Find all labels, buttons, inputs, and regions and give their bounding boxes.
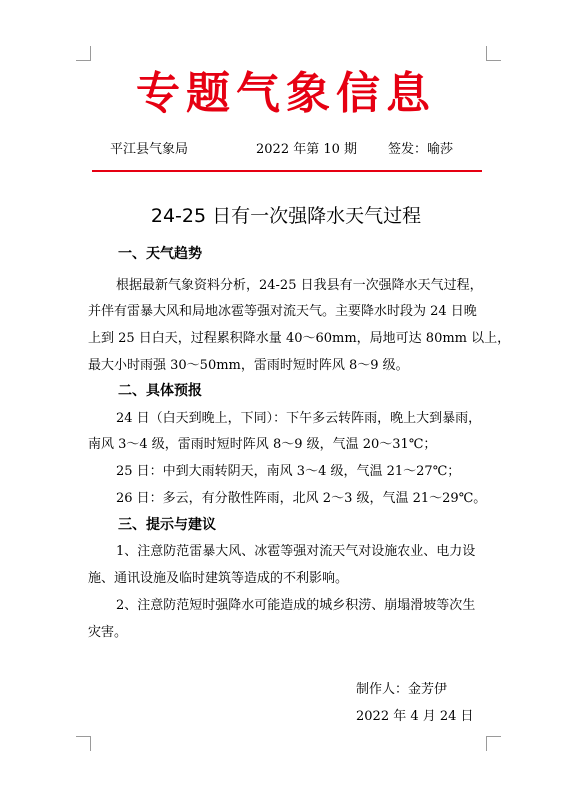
author-line: 制作人：金芳伊: [356, 682, 448, 697]
document-title: 24-25 日有一次强降水天气过程: [150, 205, 422, 227]
crop-mark-bottom-right: [486, 736, 501, 751]
masthead-title: 专题气象信息: [136, 68, 436, 119]
paragraph-line: 24 日（白天到晚上，下同）：下午多云转阵雨，晚上大到暴雨，: [116, 411, 482, 426]
paragraph-line: 最大小时雨强 30～50mm，雷雨时短时阵风 8～9 级。: [88, 358, 409, 373]
paragraph-line: 根据最新气象资料分析，24-25 日我县有一次强降水天气过程，: [116, 278, 483, 293]
paragraph-line: 上到 25 日白天，过程累积降水量 40～60mm，局地可达 80mm 以上，: [88, 331, 511, 346]
date-line: 2022 年 4 月 24 日: [356, 709, 474, 724]
issuing-organization: 平江县气象局: [110, 142, 189, 157]
section-heading-advice: 三、提示与建议: [118, 517, 216, 533]
red-divider-rule: [92, 170, 482, 172]
crop-mark-bottom-left: [76, 736, 91, 751]
signer: 签发：喻莎: [388, 142, 454, 157]
paragraph-line: 并伴有雷暴大风和局地冰雹等强对流天气。主要降水时段为 24 日晚: [88, 304, 477, 319]
paragraph-line: 南风 3～4 级，雷雨时短时阵风 8～9 级，气温 20～31℃；: [88, 437, 437, 452]
section-heading-trend: 一、天气趋势: [118, 246, 202, 262]
issue-number: 2022 年第 10 期: [256, 142, 358, 157]
paragraph-line: 26 日：多云，有分散性阵雨，北风 2～3 级，气温 21～29℃。: [116, 491, 487, 506]
paragraph-line: 2、注意防范短时强降水可能造成的城乡积涝、崩塌滑坡等次生: [116, 598, 476, 613]
paragraph-line: 施、通讯设施及临时建筑等造成的不利影响。: [88, 571, 349, 586]
paragraph-line: 灾害。: [88, 625, 128, 640]
paragraph-line: 1、注意防范雷暴大风、冰雹等强对流天气对设施农业、电力设: [116, 544, 476, 559]
crop-mark-top-left: [76, 46, 91, 61]
section-heading-forecast: 二、具体预报: [118, 383, 202, 399]
paragraph-line: 25 日：中到大雨转阴天，南风 3～4 级，气温 21～27℃；: [116, 464, 461, 479]
crop-mark-top-right: [486, 46, 501, 61]
